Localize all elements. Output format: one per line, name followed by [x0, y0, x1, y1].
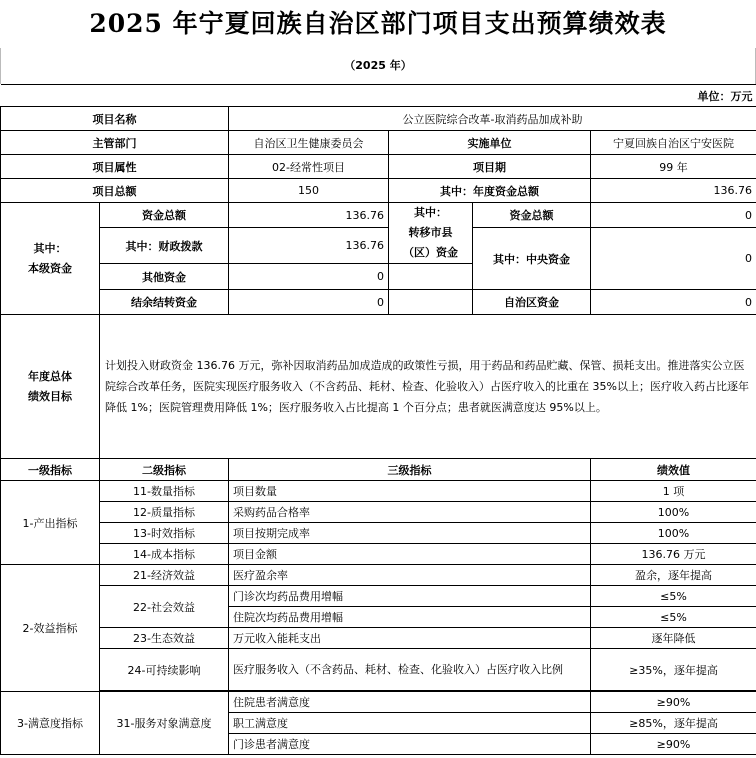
level3-cell: 项目数量	[229, 481, 591, 502]
budget-table	[0, 84, 756, 755]
value-cell: 1 项	[591, 481, 756, 502]
transfer-total-value: 0	[591, 203, 756, 228]
level2-cell: 22-社会效益	[100, 586, 229, 628]
level3-cell: 项目金额	[229, 544, 591, 565]
value-cell: ≥35%，逐年提高	[591, 649, 756, 691]
level2-cell: 11-数量指标	[100, 481, 229, 502]
level1-cell: 2-效益指标	[1, 565, 100, 692]
dept-value: 自治区卫生健康委员会	[229, 131, 389, 155]
level3-cell: 医疗服务收入（不含药品、耗材、检查、化验收入）占医疗收入比例	[229, 649, 591, 691]
region-funds-label: 自治区资金	[473, 290, 591, 315]
level1-cell: 1-产出指标	[1, 481, 100, 565]
own-total-value: 136.76	[229, 203, 389, 228]
central-label: 其中：中央资金	[473, 228, 591, 290]
level3-cell: 门诊次均药品费用增幅	[229, 586, 591, 607]
carry-funds-value: 0	[229, 290, 389, 315]
fiscal-value: 136.76	[229, 228, 389, 264]
total-label: 项目总额	[1, 179, 229, 203]
other-funds-value: 0	[229, 264, 389, 290]
value-cell: ≤5%	[591, 607, 756, 628]
year-note: （2025 年）	[0, 48, 756, 84]
project-name: 公立医院综合改革-取消药品加成补助	[229, 107, 756, 131]
value-cell: ≥90%	[591, 692, 756, 713]
value-cell: ≥85%，逐年提高	[591, 713, 756, 734]
period-label: 项目期	[389, 155, 591, 179]
level3-cell: 万元收入能耗支出	[229, 628, 591, 649]
level3-cell: 住院次均药品费用增幅	[229, 607, 591, 628]
region-funds-value: 0	[591, 290, 756, 315]
goal-text: 计划投入财政资金 136.76 万元，弥补因取消药品加成造成的政策性亏损，用于药品和药品贮藏、保管、损耗支出。推进落实公立医院综合改革任务，医院实现医疗服务收入（不含药品、耗材、检查、化验收入）占医疗收入的比重在 35%以上；医疗收入药占比逐年降低 1%；医院管理费用降低 1%；医疗服务收入占比提高 1 个百分点；患者就医满意度达 95%以上。	[100, 315, 756, 459]
level3-cell: 职工满意度	[229, 713, 591, 734]
value-cell: ≥90%	[591, 734, 756, 755]
level2-cell: 13-时效指标	[100, 523, 229, 544]
level1-cell: 3-满意度指标	[1, 692, 100, 755]
year-total-value: 136.76	[591, 179, 756, 203]
impl-label: 实施单位	[389, 131, 591, 155]
level2-cell: 23-生态效益	[100, 628, 229, 649]
value-cell: 136.76 万元	[591, 544, 756, 565]
header-value: 绩效值	[591, 459, 756, 481]
header-level3: 三级指标	[229, 459, 591, 481]
level2-cell: 24-可持续影响	[100, 649, 229, 691]
goal-label: 年度总体 绩效目标	[1, 315, 100, 459]
level3-cell: 医疗盈余率	[229, 565, 591, 586]
header-level1: 一级指标	[1, 459, 100, 481]
level2-cell: 12-质量指标	[100, 502, 229, 523]
transfer-total-label: 资金总额	[473, 203, 591, 228]
own-funds-label: 其中： 本级资金	[1, 203, 100, 315]
level3-cell: 采购药品合格率	[229, 502, 591, 523]
period-value: 99 年	[591, 155, 756, 179]
level3-cell: 项目按期完成率	[229, 523, 591, 544]
attr-value: 02-经常性项目	[229, 155, 389, 179]
impl-value: 宁夏回族自治区宁安医院	[591, 131, 756, 155]
level3-cell: 住院患者满意度	[229, 692, 591, 713]
transfer-funds-label: 其中： 转移市县 （区）资金	[389, 203, 473, 264]
level2-cell: 31-服务对象满意度	[100, 692, 229, 755]
value-cell: 100%	[591, 502, 756, 523]
unit-label: 单位：万元	[1, 85, 756, 107]
level2-cell: 21-经济效益	[100, 565, 229, 586]
header-level2: 二级指标	[100, 459, 229, 481]
attr-label: 项目属性	[1, 155, 229, 179]
blank-cell	[389, 290, 473, 315]
fiscal-label: 其中：财政拨款	[100, 228, 229, 264]
page-title: 2025 年宁夏回族自治区部门项目支出预算绩效表	[89, 9, 667, 38]
year-total-label: 其中：年度资金总额	[389, 179, 591, 203]
own-total-label: 资金总额	[100, 203, 229, 228]
level3-cell: 门诊患者满意度	[229, 734, 591, 755]
value-cell: 逐年降低	[591, 628, 756, 649]
central-value: 0	[591, 228, 756, 290]
level2-cell: 14-成本指标	[100, 544, 229, 565]
dept-label: 主管部门	[1, 131, 229, 155]
value-cell: ≤5%	[591, 586, 756, 607]
value-cell: 盈余，逐年提高	[591, 565, 756, 586]
value-cell: 100%	[591, 523, 756, 544]
other-funds-label: 其他资金	[100, 264, 229, 290]
total-value: 150	[229, 179, 389, 203]
project-name-label: 项目名称	[1, 107, 229, 131]
carry-funds-label: 结余结转资金	[100, 290, 229, 315]
